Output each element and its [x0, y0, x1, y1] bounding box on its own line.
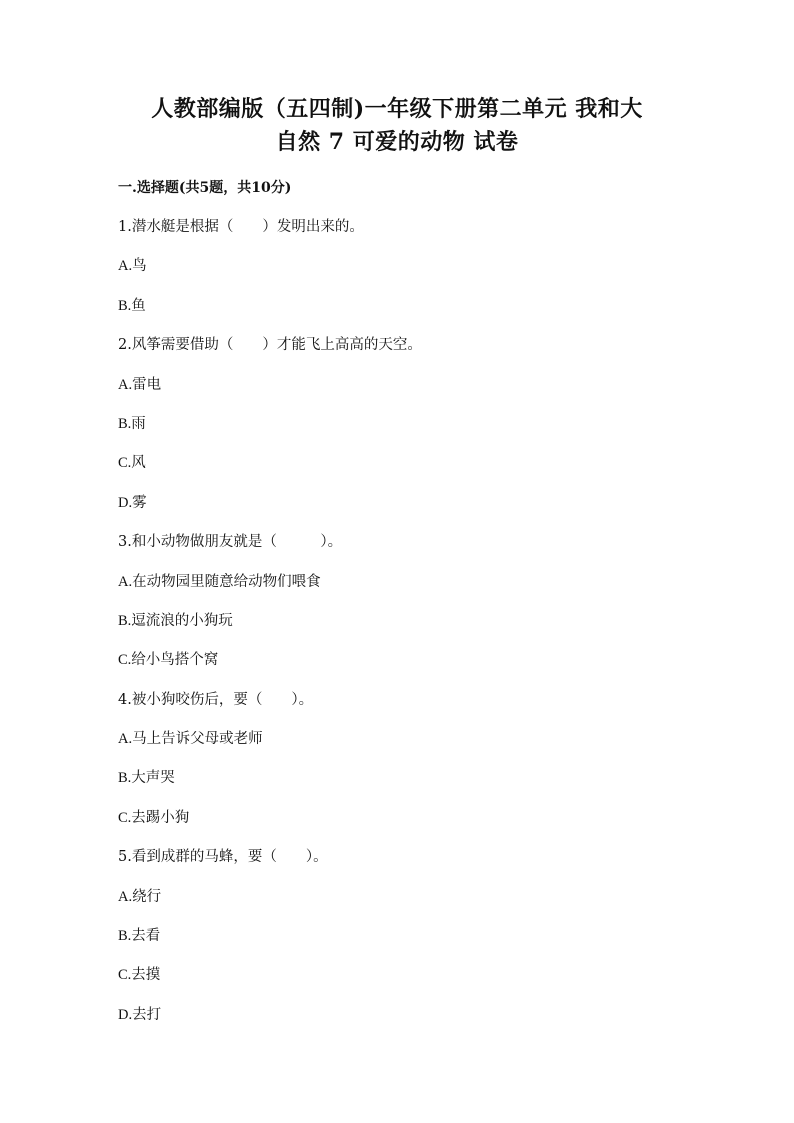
- question-text: 潜水艇是根据（ ）发明出来的。: [131, 219, 364, 235]
- question-5-option-b: [118, 925, 718, 964]
- question-text: 被小狗咬伤后，要（ ）。: [131, 691, 314, 708]
- question-4: [118, 689, 718, 728]
- option-label: A.: [118, 888, 133, 905]
- option-label: C.: [118, 967, 132, 984]
- question-text: 风筝需要借助（ ）才能飞上高高的天空。: [131, 337, 422, 354]
- option-text: 鸟: [132, 258, 147, 275]
- option-text: 逗流浪的小狗玩: [131, 612, 233, 629]
- option-label: B.: [118, 297, 132, 314]
- question-4-option-b: [118, 767, 718, 806]
- question-list: [118, 216, 718, 1043]
- question-number: 3.: [118, 534, 132, 551]
- option-text: 鱼: [131, 297, 146, 314]
- question-5-option-c: [118, 964, 718, 1003]
- question-number: 5.: [118, 849, 132, 866]
- option-text: 雾: [132, 494, 147, 511]
- question-2: [118, 334, 718, 373]
- option-label: B.: [118, 612, 132, 629]
- option-label: D.: [118, 1006, 133, 1023]
- question-3: [118, 531, 718, 570]
- question-text: 和小动物做朋友就是（ ）。: [131, 534, 343, 551]
- question-3-option-a: [118, 571, 718, 610]
- section-heading: 一.选择题(共5题，共10分): [118, 180, 292, 196]
- question-number: 2.: [118, 337, 132, 354]
- option-text: 去看: [131, 928, 161, 945]
- option-label: C.: [118, 652, 132, 669]
- option-text: 去打: [132, 1006, 162, 1023]
- question-1-option-a: [118, 255, 718, 294]
- title-line-2: 自然 7 可爱的动物 试卷: [275, 129, 519, 155]
- option-label: B.: [118, 770, 132, 787]
- title-line-1: 人教部编版（五四制)一年级下册第二单元 我和大: [151, 96, 643, 122]
- question-4-option-c: [118, 807, 718, 846]
- option-text: 去踢小狗: [131, 809, 190, 826]
- question-1-option-b: [118, 295, 718, 334]
- question-text: 看到成群的马蜂，要（ ）。: [131, 849, 328, 866]
- option-text: 给小鸟搭个窝: [131, 652, 219, 669]
- option-label: B.: [118, 928, 132, 945]
- option-label: B.: [118, 415, 132, 432]
- question-4-option-a: [118, 728, 718, 767]
- option-text: 马上告诉父母或老师: [132, 731, 263, 748]
- question-5: [118, 846, 718, 885]
- document-title: [120, 93, 674, 159]
- option-text: 在动物园里随意给动物们喂食: [132, 573, 321, 590]
- question-2-option-a: [118, 374, 718, 413]
- question-1: [118, 216, 718, 255]
- option-text: 雨: [131, 415, 146, 432]
- option-label: A.: [118, 573, 133, 590]
- option-text: 大声哭: [131, 770, 175, 787]
- option-text: 风: [131, 455, 146, 472]
- question-3-option-c: [118, 649, 718, 688]
- question-2-option-c: [118, 452, 718, 491]
- question-number: 1.: [118, 219, 132, 235]
- option-label: A.: [118, 376, 133, 393]
- question-2-option-b: [118, 413, 718, 452]
- question-number: 4.: [118, 691, 132, 708]
- question-5-option-a: [118, 886, 718, 925]
- option-label: C.: [118, 455, 132, 472]
- option-text: 雷电: [132, 376, 162, 393]
- option-label: A.: [118, 731, 133, 748]
- question-2-option-d: [118, 492, 718, 531]
- question-5-option-d: [118, 1004, 718, 1043]
- option-text: 去摸: [131, 967, 161, 984]
- option-text: 绕行: [132, 888, 162, 905]
- option-label: A.: [118, 258, 133, 275]
- option-label: D.: [118, 494, 133, 511]
- option-label: C.: [118, 809, 132, 826]
- question-3-option-b: [118, 610, 718, 649]
